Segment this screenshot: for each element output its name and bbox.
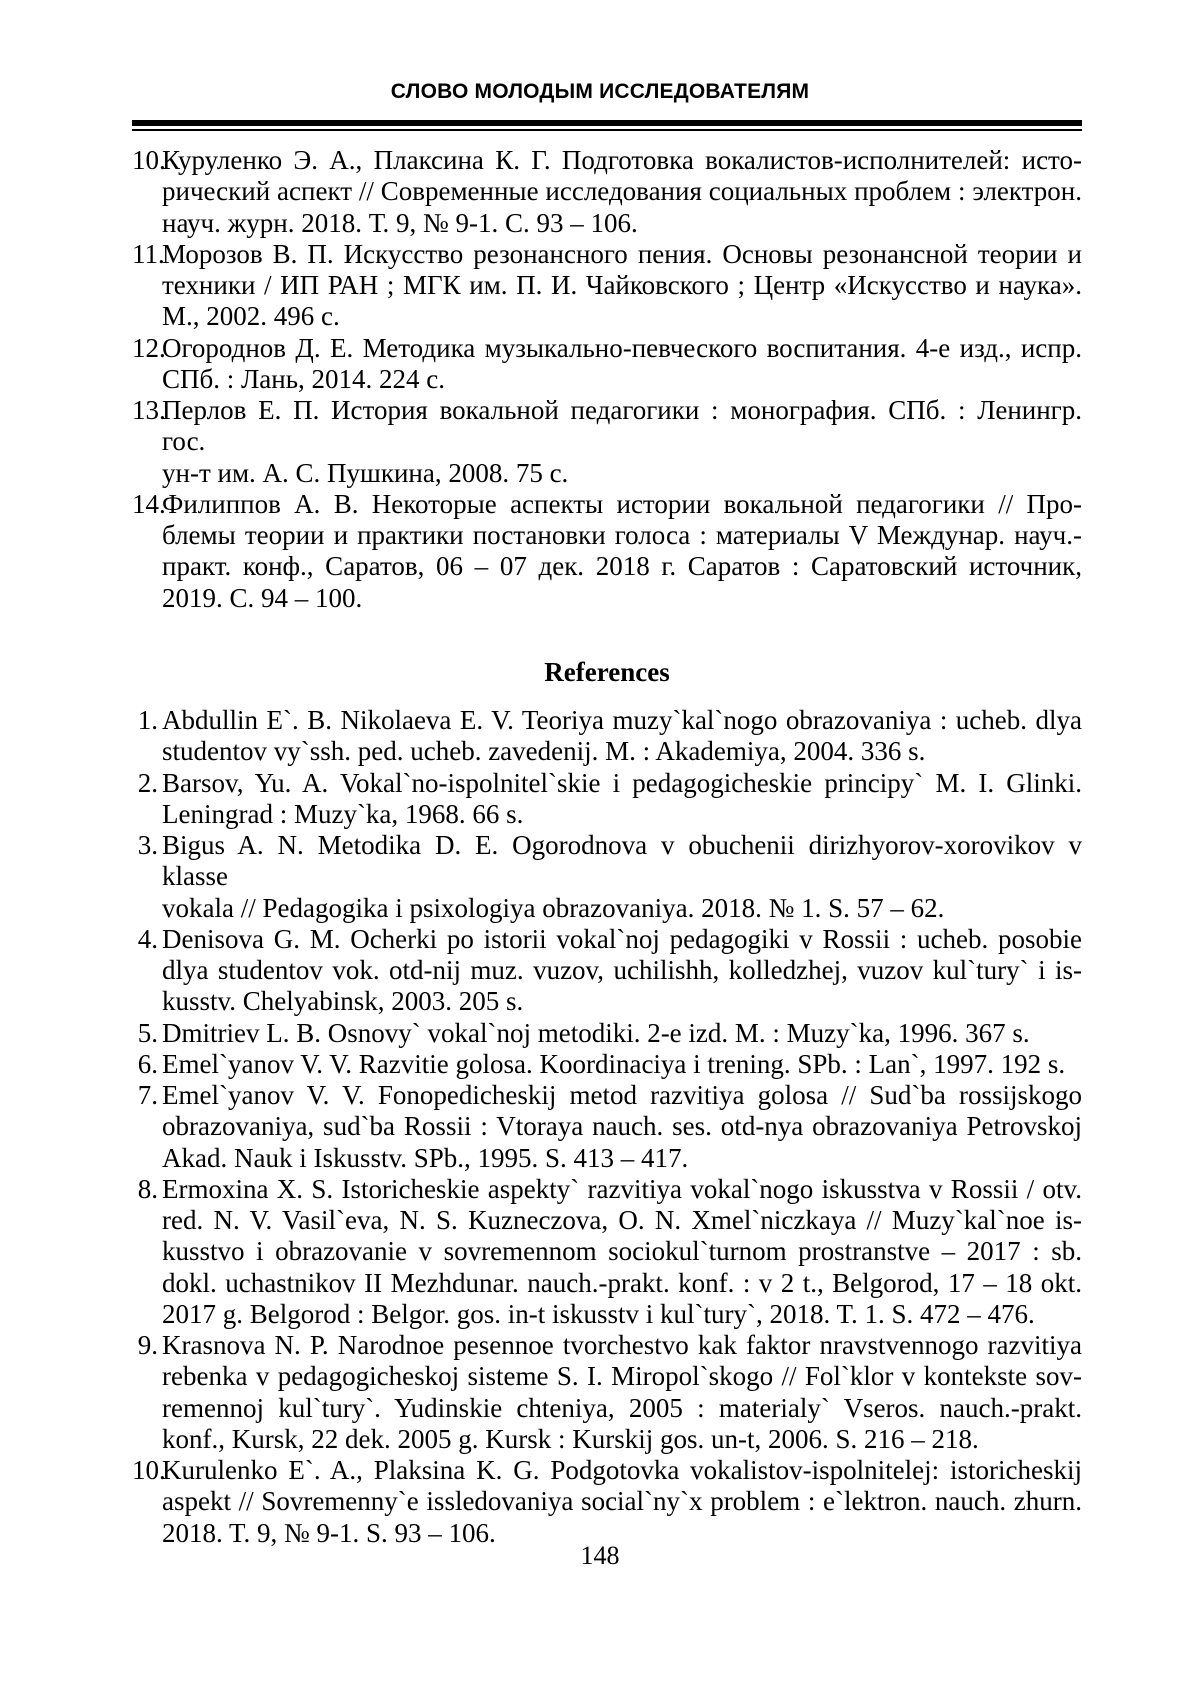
reference-number: 5.: [137, 1017, 158, 1048]
reference-item: [132, 1455, 1082, 1549]
reference-line: Перлов Е. П. История вокальной педагогики : монография. СПб. : Ленингр. гос.: [162, 395, 1082, 457]
reference-line: kusstvo i obrazovanie v sovremennom sociokul`turnom prostranstve – 2017 : sb.: [162, 1236, 1082, 1267]
reference-line: блемы теории и практики постановки голоса : материалы V Междунар. науч.-: [162, 520, 1082, 550]
reference-item: [132, 489, 1082, 614]
reference-line: Emel`yanov V. V. Fonopedicheskij metod razvitiya golosa // Sud`ba rossijskogo: [162, 1080, 1082, 1110]
reference-line: obrazovaniya, sud`ba Rossii : Vtoraya nauch. ses. otd-nya obrazovaniya Petrovskoj: [162, 1111, 1082, 1142]
reference-line: техники / ИП РАН ; МГК им. П. И. Чайковского ; Центр «Искусство и наука».: [162, 270, 1082, 300]
header-rule-thin: [132, 129, 1082, 131]
reference-line: Denisova G. M. Ocherki po istorii vokal`noj pedagogiki v Rossii : ucheb. posobie: [162, 923, 1082, 954]
reference-line: aspekt // Sovremenny`e issledovaniya social`ny`x problem : e`lektron. nauch. zhurn.: [162, 1486, 1082, 1517]
reference-line: Krasnova N. P. Narodnoe pesennoe tvorchestvo kak faktor nravstvennogo razvitiya: [162, 1330, 1082, 1360]
reference-number: 13.: [132, 395, 166, 425]
reference-number: 10.: [132, 145, 166, 175]
reference-line: studentov vy`ssh. ped. ucheb. zavedenij. M. : Akademiya, 2004. 336 s.: [162, 736, 926, 767]
reference-line: СПб. : Лань, 2014. 224 с.: [162, 363, 446, 394]
reference-number: 9.: [137, 1330, 158, 1360]
reference-item: [132, 145, 1082, 239]
reference-line: vokala // Pedagogika i psixologiya obrazovaniya. 2018. № 1. S. 57 – 62.: [162, 892, 945, 923]
reference-number: 2.: [137, 767, 158, 798]
reference-line: Морозов В. П. Искусство резонансного пения. Основы резонансной теории и: [162, 238, 1082, 269]
reference-line: Leningrad : Muzy`ka, 1968. 66 s.: [162, 798, 524, 829]
reference-number: 4.: [137, 923, 158, 954]
header-rule: [132, 120, 1082, 131]
reference-line: 2018. T. 9, № 9-1. S. 93 – 106.: [162, 1517, 496, 1548]
reference-line: М., 2002. 496 с.: [162, 301, 340, 332]
reference-item: [132, 830, 1082, 924]
reference-line: Barsov, Yu. A. Vokal`no-ispolnitel`skie i pedagogicheskie principy` M. I. Glinki.: [162, 767, 1082, 798]
references-heading: References: [544, 656, 670, 687]
reference-line: konf., Kursk, 22 dek. 2005 g. Kursk : Kurskij gos. un-t, 2006. S. 216 – 218.: [162, 1423, 979, 1454]
reference-number: 1.: [137, 705, 158, 735]
reference-line: Emel`yanov V. V. Razvitie golosa. Koordinaciya i trening. SPb. : Lan`, 1997. 192 s.: [162, 1048, 1066, 1079]
reference-item: [132, 768, 1082, 831]
page-number: 148: [580, 1541, 620, 1570]
page-header-title: СЛОВО МОЛОДЫМ ИССЛЕДОВАТЕЛЯМ: [390, 80, 810, 103]
reference-line: Bigus A. N. Metodika D. E. Ogorodnova v obuchenii dirizhyorov-xorovikov v klasse: [162, 830, 1082, 892]
reference-item: [132, 924, 1082, 1018]
reference-line: Kurulenko E`. A., Plaksina K. G. Podgotovka vokalistov-ispolnitelej: istoricheskij: [162, 1455, 1082, 1485]
reference-line: ун-т им. А. С. Пушкина, 2008. 75 с.: [162, 457, 569, 488]
reference-line: Ermoxina X. S. Istoricheskie aspekty` razvitiya vokal`nogo iskusstva v Rossii / otv.: [162, 1173, 1082, 1204]
reference-line: red. N. V. Vasil`eva, N. S. Kuzneczova, O. N. Xmel`niczkaya // Muzy`kal`noe is-: [162, 1205, 1082, 1235]
reference-line: практ. конф., Саратов, 06 – 07 дек. 2018 г. Саратов : Саратовский источник,: [162, 551, 1082, 582]
reference-number: 14.: [132, 488, 166, 519]
reference-item: [132, 1080, 1082, 1174]
reference-number: 6.: [137, 1048, 158, 1079]
reference-item: [132, 333, 1082, 396]
reference-number: 10.: [132, 1455, 166, 1485]
reference-item: [132, 1330, 1082, 1455]
reference-line: 2019. С. 94 – 100.: [162, 582, 363, 613]
reference-number: 12.: [132, 332, 166, 363]
reference-line: rebenka v pedagogicheskoj sisteme S. I. Miropol`skogo // Fol`klor v kontekste sov-: [162, 1361, 1082, 1392]
reference-line: Филиппов А. В. Некоторые аспекты истории вокальной педагогики // Про-: [162, 488, 1082, 519]
reference-line: dlya studentov vok. otd-nij muz. vuzov, uchilishh, kolledzhej, vuzov kul`tury` i is-: [162, 955, 1082, 985]
reference-item: [132, 395, 1082, 489]
reference-item: [132, 1018, 1082, 1049]
reference-line: Akad. Nauk i Iskusstv. SPb., 1995. S. 413 – 417.: [162, 1142, 689, 1173]
reference-number: 8.: [137, 1173, 158, 1204]
reference-item: [132, 239, 1082, 333]
reference-number: 7.: [137, 1080, 158, 1110]
reference-line: 2017 g. Belgorod : Belgor. gos. in-t iskusstv i kul`tury`, 2018. T. 1. S. 472 – 476.: [162, 1298, 1035, 1329]
russian-reference-list: [132, 145, 1082, 614]
reference-line: Огороднов Д. Е. Методика музыкально-певческого воспитания. 4-е изд., испр.: [162, 332, 1082, 363]
reference-line: науч. журн. 2018. Т. 9, № 9-1. С. 93 – 106.: [162, 207, 638, 238]
english-reference-list: [132, 705, 1082, 1549]
reference-line: Abdullin E`. B. Nikolaeva E. V. Teoriya muzy`kal`nogo obrazovaniya : ucheb. dlya: [162, 705, 1082, 735]
reference-line: remennoj kul`tury`. Yudinskie chteniya, 2005 : materialy` Vseros. nauch.-prakt.: [162, 1392, 1082, 1423]
reference-line: рический аспект // Современные исследования социальных проблем : электрон.: [162, 176, 1082, 207]
reference-item: [132, 705, 1082, 768]
reference-line: Куруленко Э. А., Плаксина К. Г. Подготовка вокалистов-исполнителей: исто-: [162, 145, 1082, 175]
reference-number: 3.: [137, 830, 158, 860]
reference-item: [132, 1174, 1082, 1330]
reference-line: Dmitriev L. B. Osnovy` vokal`noj metodiki. 2-e izd. M. : Muzy`ka, 1996. 367 s.: [162, 1017, 1030, 1048]
reference-line: kusstv. Chelyabinsk, 2003. 205 s.: [162, 986, 524, 1017]
reference-number: 11.: [132, 238, 165, 269]
reference-line: dokl. uchastnikov II Mezhdunar. nauch.-prakt. konf. : v 2 t., Belgorod, 17 – 18 okt.: [162, 1267, 1082, 1298]
reference-item: [132, 1049, 1082, 1080]
